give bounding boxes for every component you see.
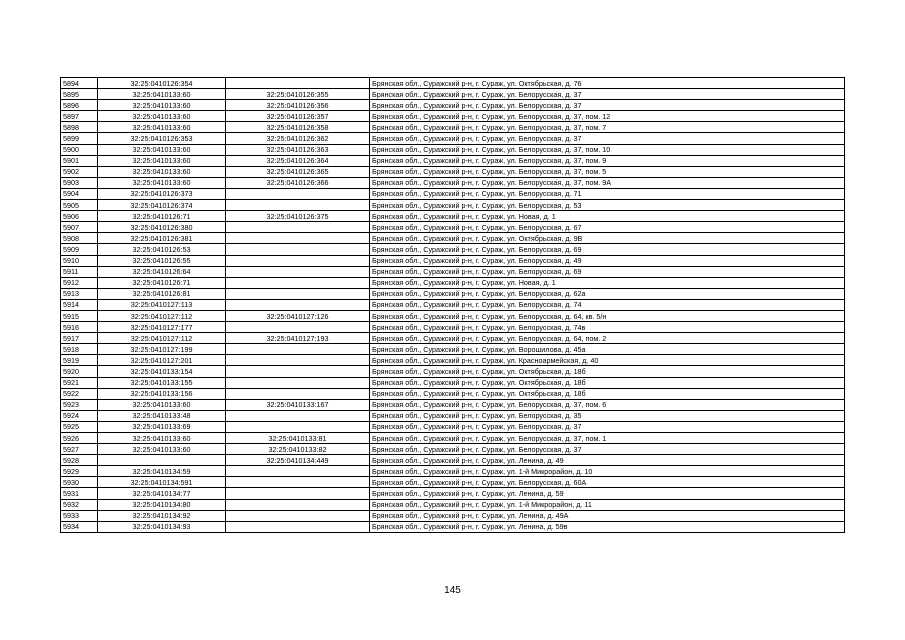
cadastral-number-cell: 32:25:0410133:60: [98, 433, 226, 444]
related-number-cell: [226, 222, 370, 233]
cadastral-number-cell: 32:25:0410133:60: [98, 100, 226, 111]
table-row: [61, 277, 845, 288]
cadastral-number-cell: 32:25:0410126:353: [98, 133, 226, 144]
table-row: [61, 322, 845, 333]
related-number-cell: [226, 299, 370, 310]
table-row: [61, 366, 845, 377]
address-cell: Брянская обл., Суражский р-н, г. Сураж, ул. Белорусская, д. 69: [370, 266, 845, 277]
table-row: [61, 510, 845, 521]
address-cell: Брянская обл., Суражский р-н, г. Сураж, ул. Белорусская, д. 71: [370, 188, 845, 199]
cadastral-number-cell: 32:25:0410126:55: [98, 255, 226, 266]
address-cell: Брянская обл., Суражский р-н, г. Сураж, ул. 1-й Микрорайон, д. 10: [370, 466, 845, 477]
table-row: [61, 433, 845, 444]
row-number-cell: 5913: [61, 288, 98, 299]
related-number-cell: [226, 510, 370, 521]
address-cell: Брянская обл., Суражский р-н, г. Сураж, ул. Белорусская, д. 37: [370, 89, 845, 100]
row-number-cell: 5923: [61, 399, 98, 410]
table-body: [61, 78, 845, 533]
table-row: [61, 166, 845, 177]
table-row: [61, 188, 845, 199]
related-number-cell: 32:25:0410126:357: [226, 111, 370, 122]
address-cell: Брянская обл., Суражский р-н, г. Сураж, ул. Белорусская, д. 60А: [370, 477, 845, 488]
cadastral-number-cell: 32:25:0410133:60: [98, 177, 226, 188]
address-cell: Брянская обл., Суражский р-н, г. Сураж, ул. Новая, д. 1: [370, 277, 845, 288]
address-cell: Брянская обл., Суражский р-н, г. Сураж, ул. Белорусская, д. 35: [370, 410, 845, 421]
related-number-cell: [226, 288, 370, 299]
address-cell: Брянская обл., Суражский р-н, г. Сураж, ул. Новая, д. 1: [370, 211, 845, 222]
related-number-cell: 32:25:0410126:362: [226, 133, 370, 144]
address-cell: Брянская обл., Суражский р-н, г. Сураж, ул. Белорусская, д. 69: [370, 244, 845, 255]
address-cell: Брянская обл., Суражский р-н, г. Сураж, ул. Октябрьская, д. 18б: [370, 388, 845, 399]
related-number-cell: 32:25:0410133:81: [226, 433, 370, 444]
row-number-cell: 5902: [61, 166, 98, 177]
table-row: [61, 266, 845, 277]
related-number-cell: [226, 388, 370, 399]
address-cell: Брянская обл., Суражский р-н, г. Сураж, ул. Белорусская, д. 37, пом. 7: [370, 122, 845, 133]
cadastral-number-cell: 32:25:0410134:80: [98, 499, 226, 510]
table-row: [61, 255, 845, 266]
cadastral-number-cell: 32:25:0410133:60: [98, 155, 226, 166]
related-number-cell: [226, 421, 370, 432]
cadastral-number-cell: 32:25:0410126:381: [98, 233, 226, 244]
table-row: [61, 377, 845, 388]
table-row: [61, 488, 845, 499]
row-number-cell: 5916: [61, 322, 98, 333]
table-row: [61, 444, 845, 455]
address-cell: Брянская обл., Суражский р-н, г. Сураж, ул. Октябрьская, д. 9В: [370, 233, 845, 244]
cadastral-number-cell: 32:25:0410133:60: [98, 444, 226, 455]
row-number-cell: 5915: [61, 310, 98, 321]
cadastral-number-cell: 32:25:0410126:374: [98, 200, 226, 211]
cadastral-number-cell: 32:25:0410133:156: [98, 388, 226, 399]
row-number-cell: 5904: [61, 188, 98, 199]
related-number-cell: 32:25:0410126:358: [226, 122, 370, 133]
cadastral-number-cell: 32:25:0410127:113: [98, 299, 226, 310]
row-number-cell: 5934: [61, 521, 98, 532]
cadastral-number-cell: 32:25:0410133:154: [98, 366, 226, 377]
row-number-cell: 5907: [61, 222, 98, 233]
related-number-cell: [226, 244, 370, 255]
table-row: [61, 111, 845, 122]
row-number-cell: 5920: [61, 366, 98, 377]
table-row: [61, 200, 845, 211]
row-number-cell: 5931: [61, 488, 98, 499]
related-number-cell: [226, 377, 370, 388]
related-number-cell: [226, 366, 370, 377]
table-row: [61, 133, 845, 144]
related-number-cell: [226, 255, 370, 266]
cadastral-number-cell: 32:25:0410126:71: [98, 277, 226, 288]
table-row: [61, 144, 845, 155]
row-number-cell: 5903: [61, 177, 98, 188]
cadastral-number-cell: 32:25:0410127:112: [98, 310, 226, 321]
row-number-cell: 5914: [61, 299, 98, 310]
related-number-cell: 32:25:0410126:355: [226, 89, 370, 100]
cadastral-number-cell: 32:25:0410126:380: [98, 222, 226, 233]
row-number-cell: 5928: [61, 455, 98, 466]
related-number-cell: 32:25:0410126:366: [226, 177, 370, 188]
address-cell: Брянская обл., Суражский р-н, г. Сураж, ул. Белорусская, д. 74в: [370, 322, 845, 333]
related-number-cell: [226, 410, 370, 421]
address-cell: Брянская обл., Суражский р-н, г. Сураж, ул. Белорусская, д. 53: [370, 200, 845, 211]
address-cell: Брянская обл., Суражский р-н, г. Сураж, ул. Ворошилова, д. 45а: [370, 344, 845, 355]
related-number-cell: 32:25:0410126:356: [226, 100, 370, 111]
table-row: [61, 233, 845, 244]
cadastral-number-cell: 32:25:0410133:60: [98, 122, 226, 133]
row-number-cell: 5922: [61, 388, 98, 399]
table-row: [61, 499, 845, 510]
row-number-cell: 5930: [61, 477, 98, 488]
address-cell: Брянская обл., Суражский р-н, г. Сураж, ул. Белорусская, д. 74: [370, 299, 845, 310]
cadastral-number-cell: 32:25:0410133:69: [98, 421, 226, 432]
row-number-cell: 5921: [61, 377, 98, 388]
cadastral-number-cell: 32:25:0410133:60: [98, 144, 226, 155]
address-cell: Брянская обл., Суражский р-н, г. Сураж, ул. Октябрьская, д. 18б: [370, 366, 845, 377]
address-cell: Брянская обл., Суражский р-н, г. Сураж, ул. Белорусская, д. 64, кв. 5/н: [370, 310, 845, 321]
cadastral-number-cell: 32:25:0410133:155: [98, 377, 226, 388]
address-cell: Брянская обл., Суражский р-н, г. Сураж, ул. Октябрьская, д. 76: [370, 78, 845, 89]
related-number-cell: [226, 344, 370, 355]
cadastral-number-cell: 32:25:0410134:93: [98, 521, 226, 532]
related-number-cell: 32:25:0410133:167: [226, 399, 370, 410]
address-cell: Брянская обл., Суражский р-н, г. Сураж, ул. Красноармейская, д. 40: [370, 355, 845, 366]
table-row: [61, 355, 845, 366]
related-number-cell: [226, 499, 370, 510]
table-row: [61, 155, 845, 166]
cadastral-number-cell: 32:25:0410134:591: [98, 477, 226, 488]
table-row: [61, 78, 845, 89]
address-cell: Брянская обл., Суражский р-н, г. Сураж, ул. Белорусская, д. 37, пом. 6: [370, 399, 845, 410]
table-row: [61, 299, 845, 310]
table-row: [61, 288, 845, 299]
table-row: [61, 388, 845, 399]
address-cell: Брянская обл., Суражский р-н, г. Сураж, ул. Белорусская, д. 67: [370, 222, 845, 233]
table-row: [61, 122, 845, 133]
cadastral-number-cell: 32:25:0410126:354: [98, 78, 226, 89]
address-cell: Брянская обл., Суражский р-н, г. Сураж, ул. Белорусская, д. 37, пом. 10: [370, 144, 845, 155]
address-cell: Брянская обл., Суражский р-н, г. Сураж, ул. Белорусская, д. 37, пом. 9: [370, 155, 845, 166]
cadastral-number-cell: 32:25:0410127:199: [98, 344, 226, 355]
related-number-cell: [226, 521, 370, 532]
address-cell: Брянская обл., Суражский р-н, г. Сураж, ул. Белорусская, д. 37: [370, 133, 845, 144]
address-cell: Брянская обл., Суражский р-н, г. Сураж, ул. Октябрьская, д. 18б: [370, 377, 845, 388]
cadastral-number-cell: 32:25:0410134:77: [98, 488, 226, 499]
row-number-cell: 5894: [61, 78, 98, 89]
row-number-cell: 5909: [61, 244, 98, 255]
table-row: [61, 100, 845, 111]
row-number-cell: 5912: [61, 277, 98, 288]
table-row: [61, 244, 845, 255]
row-number-cell: 5900: [61, 144, 98, 155]
related-number-cell: 32:25:0410126:375: [226, 211, 370, 222]
related-number-cell: [226, 233, 370, 244]
related-number-cell: [226, 322, 370, 333]
address-cell: Брянская обл., Суражский р-н, г. Сураж, ул. Ленина, д. 49: [370, 455, 845, 466]
cadastral-table: [60, 77, 845, 533]
table-row: [61, 344, 845, 355]
cadastral-number-cell: 32:25:0410133:60: [98, 166, 226, 177]
address-cell: Брянская обл., Суражский р-н, г. Сураж, ул. Белорусская, д. 37, пом. 9А: [370, 177, 845, 188]
table-row: [61, 310, 845, 321]
address-cell: Брянская обл., Суражский р-н, г. Сураж, ул. Белорусская, д. 37: [370, 421, 845, 432]
row-number-cell: 5895: [61, 89, 98, 100]
address-cell: Брянская обл., Суражский р-н, г. Сураж, ул. Белорусская, д. 37, пом. 12: [370, 111, 845, 122]
related-number-cell: [226, 78, 370, 89]
address-cell: Брянская обл., Суражский р-н, г. Сураж, ул. Ленина, д. 59в: [370, 521, 845, 532]
row-number-cell: 5901: [61, 155, 98, 166]
related-number-cell: 32:25:0410126:363: [226, 144, 370, 155]
cadastral-number-cell: 32:25:0410134:92: [98, 510, 226, 521]
table-row: [61, 466, 845, 477]
related-number-cell: 32:25:0410126:365: [226, 166, 370, 177]
row-number-cell: 5908: [61, 233, 98, 244]
address-cell: Брянская обл., Суражский р-н, г. Сураж, ул. Белорусская, д. 37, пом. 1: [370, 433, 845, 444]
table-row: [61, 89, 845, 100]
row-number-cell: 5911: [61, 266, 98, 277]
cadastral-number-cell: 32:25:0410126:373: [98, 188, 226, 199]
table-row: [61, 455, 845, 466]
cadastral-number-cell: 32:25:0410126:81: [98, 288, 226, 299]
cadastral-number-cell: 32:25:0410133:60: [98, 399, 226, 410]
row-number-cell: 5927: [61, 444, 98, 455]
related-number-cell: 32:25:0410134:449: [226, 455, 370, 466]
cadastral-number-cell: 32:25:0410127:201: [98, 355, 226, 366]
row-number-cell: 5899: [61, 133, 98, 144]
row-number-cell: 5933: [61, 510, 98, 521]
row-number-cell: 5906: [61, 211, 98, 222]
related-number-cell: [226, 477, 370, 488]
row-number-cell: 5918: [61, 344, 98, 355]
related-number-cell: [226, 266, 370, 277]
cadastral-number-cell: 32:25:0410133:60: [98, 111, 226, 122]
table-row: [61, 410, 845, 421]
related-number-cell: [226, 466, 370, 477]
row-number-cell: 5924: [61, 410, 98, 421]
related-number-cell: 32:25:0410127:193: [226, 333, 370, 344]
cadastral-number-cell: 32:25:0410133:60: [98, 89, 226, 100]
table-row: [61, 222, 845, 233]
related-number-cell: [226, 200, 370, 211]
cadastral-number-cell: 32:25:0410126:64: [98, 266, 226, 277]
table-row: [61, 421, 845, 432]
row-number-cell: 5897: [61, 111, 98, 122]
page-number: 145: [444, 585, 461, 596]
row-number-cell: 5929: [61, 466, 98, 477]
row-number-cell: 5898: [61, 122, 98, 133]
related-number-cell: [226, 188, 370, 199]
table-row: [61, 477, 845, 488]
address-cell: Брянская обл., Суражский р-н, г. Сураж, ул. Белорусская, д. 37, пом. 5: [370, 166, 845, 177]
address-cell: Брянская обл., Суражский р-н, г. Сураж, ул. Белорусская, д. 64, пом. 2: [370, 333, 845, 344]
table-row: [61, 211, 845, 222]
row-number-cell: 5905: [61, 200, 98, 211]
cadastral-number-cell: 32:25:0410133:48: [98, 410, 226, 421]
row-number-cell: 5919: [61, 355, 98, 366]
table-row: [61, 177, 845, 188]
related-number-cell: 32:25:0410126:364: [226, 155, 370, 166]
row-number-cell: 5896: [61, 100, 98, 111]
related-number-cell: [226, 355, 370, 366]
address-cell: Брянская обл., Суражский р-н, г. Сураж, ул. 1-й Микрорайон, д. 11: [370, 499, 845, 510]
address-cell: Брянская обл., Суражский р-н, г. Сураж, ул. Белорусская, д. 62а: [370, 288, 845, 299]
cadastral-number-cell: 32:25:0410126:53: [98, 244, 226, 255]
cadastral-number-cell: [98, 455, 226, 466]
cadastral-number-cell: 32:25:0410127:112: [98, 333, 226, 344]
related-number-cell: 32:25:0410133:82: [226, 444, 370, 455]
cadastral-number-cell: 32:25:0410134:59: [98, 466, 226, 477]
row-number-cell: 5925: [61, 421, 98, 432]
row-number-cell: 5917: [61, 333, 98, 344]
address-cell: Брянская обл., Суражский р-н, г. Сураж, ул. Ленина, д. 49А: [370, 510, 845, 521]
related-number-cell: 32:25:0410127:126: [226, 310, 370, 321]
row-number-cell: 5910: [61, 255, 98, 266]
related-number-cell: [226, 488, 370, 499]
cadastral-number-cell: 32:25:0410126:71: [98, 211, 226, 222]
address-cell: Брянская обл., Суражский р-н, г. Сураж, ул. Белорусская, д. 37: [370, 444, 845, 455]
table-row: [61, 399, 845, 410]
table-row: [61, 333, 845, 344]
address-cell: Брянская обл., Суражский р-н, г. Сураж, ул. Ленина, д. 59: [370, 488, 845, 499]
related-number-cell: [226, 277, 370, 288]
address-cell: Брянская обл., Суражский р-н, г. Сураж, ул. Белорусская, д. 37: [370, 100, 845, 111]
table-row: [61, 521, 845, 532]
cadastral-number-cell: 32:25:0410127:177: [98, 322, 226, 333]
row-number-cell: 5926: [61, 433, 98, 444]
address-cell: Брянская обл., Суражский р-н, г. Сураж, ул. Белорусская, д. 49: [370, 255, 845, 266]
row-number-cell: 5932: [61, 499, 98, 510]
